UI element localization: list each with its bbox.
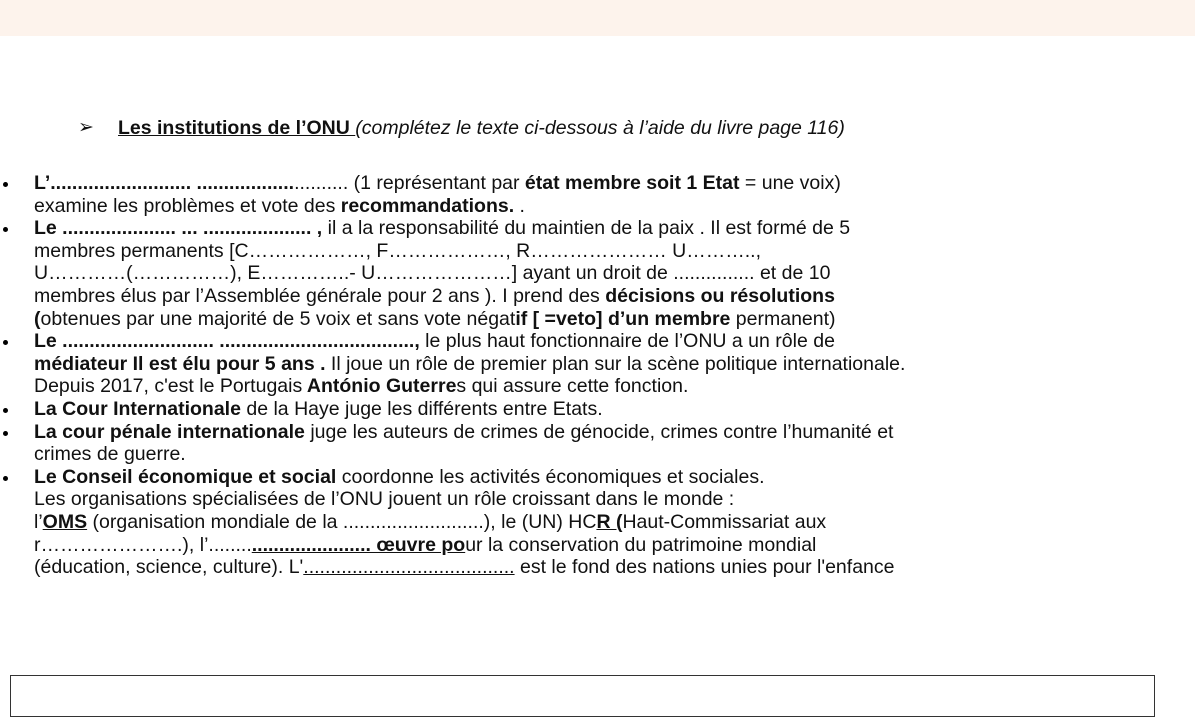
list-item-secretaire: [0, 330, 1195, 398]
list-item-cour-internationale: [0, 398, 1195, 421]
bullet-dot-icon: [3, 182, 8, 187]
bullet-dot-icon: [3, 408, 8, 413]
bullet-dot-icon: [3, 227, 8, 232]
text-line: Le ............................ ...................................., le plus haut fonctionnaire de l’ONU a un rôle de: [34, 330, 835, 353]
text-line: crimes de guerre.: [34, 443, 186, 466]
bullet-dot-icon: [3, 340, 8, 345]
bullet-dot-icon: [3, 476, 8, 481]
text-line: Le Conseil économique et social coordonne les activités économiques et sociales.: [34, 465, 765, 488]
text-line: U…………(……………), E…………..- U…………………] ayant un droit de ............... et de 10: [34, 262, 831, 285]
heading-subtitle: (complétez le texte ci-dessous à l’aide du livre page 116): [355, 117, 845, 139]
arrow-bullet-icon: ➢: [78, 117, 94, 138]
text-line: La Cour Internationale de la Haye juge les différents entre Etats.: [34, 397, 603, 420]
text-line: membres permanents [C………………, F………………, R………………… U………..,: [34, 239, 761, 262]
top-color-band: [0, 0, 1195, 36]
heading-title: Les institutions de l’ONU: [118, 117, 356, 139]
text-line: L’.......................... ............................ (1 représentant par état membre soit 1 Etat = une voix): [34, 172, 841, 194]
list-item-conseil-economique: [0, 466, 1195, 579]
bullet-list: [0, 172, 1195, 579]
text-line: médiateur Il est élu pour 5 ans . Il joue un rôle de premier plan sur la scène politique internationale.: [34, 352, 906, 375]
text-line: membres élus par l’Assemblée générale pour 2 ans ). I prend des décisions ou résolutions: [34, 284, 835, 307]
text-line: Le ..................... ... .................... , il a la responsabilité du maintien de la paix . Il est formé de 5: [34, 217, 851, 240]
list-item-assemblee: [0, 172, 1195, 217]
text-line: l’OMS (organisation mondiale de la ..........................), le (UN) HCR (Haut-Commissariat aux: [34, 510, 827, 533]
text-line: Depuis 2017, c'est le Portugais António Guterres qui assure cette fonction.: [34, 375, 689, 398]
list-item-cour-penale: [0, 421, 1195, 466]
text-line: r………………….), l’.............................. œuvre pour la conservation du patrimoine mondial: [34, 533, 817, 556]
text-line: La cour pénale internationale juge les auteurs de crimes de génocide, crimes contre l’humanité et: [34, 420, 894, 443]
text-line: Les organisations spécialisées de l’ONU jouent un rôle croissant dans le monde :: [34, 488, 735, 511]
bottom-box: [10, 675, 1155, 717]
text-line: examine les problèmes et vote des recommandations. .: [34, 194, 525, 217]
text-line: (obtenues par une majorité de 5 voix et sans vote négatif [ =veto] d’un membre permanent): [34, 307, 836, 330]
list-item-conseil-securite: [0, 217, 1195, 330]
bullet-dot-icon: [3, 431, 8, 436]
section-heading: [118, 116, 845, 140]
text-line: (éducation, science, culture). L'....................................... est le fond des nations unies pour l'enfance: [34, 556, 895, 579]
